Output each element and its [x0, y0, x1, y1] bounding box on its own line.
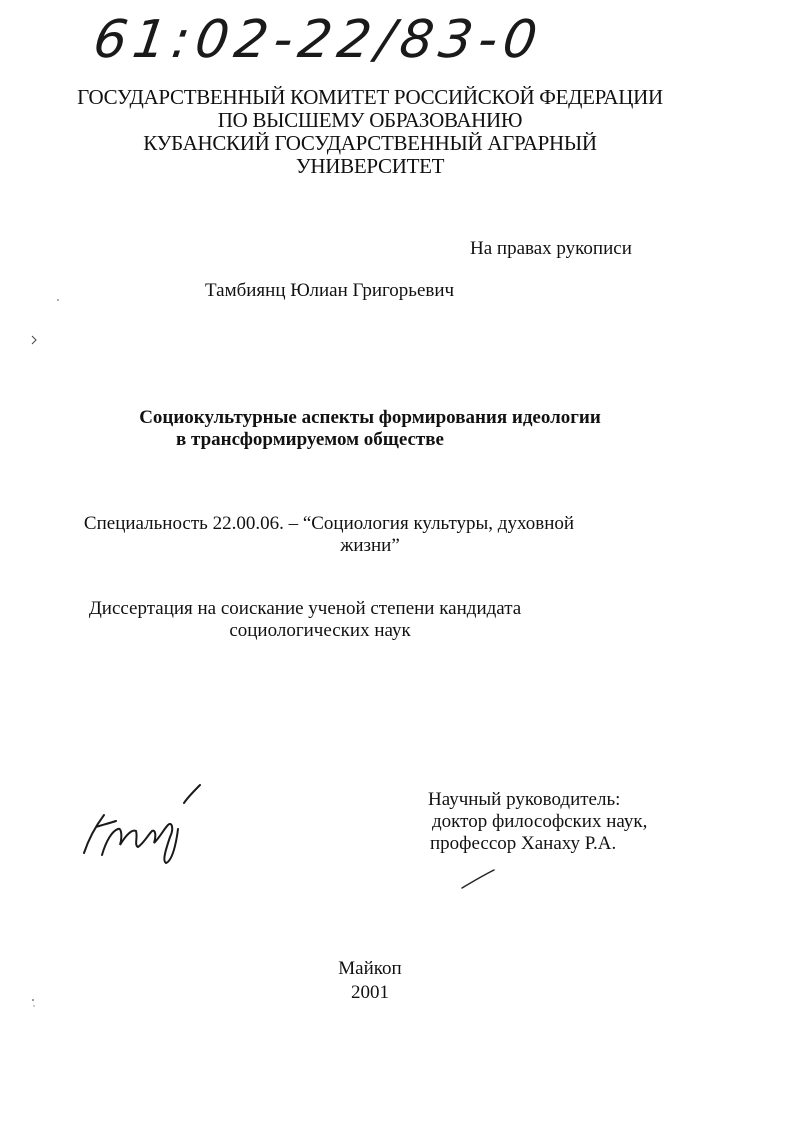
year: 2001: [351, 982, 389, 1003]
header-line-3: КУБАНСКИЙ ГОСУДАРСТВЕННЫЙ АГРАРНЫЙ: [143, 131, 597, 155]
dissertation-title: [100, 407, 660, 451]
advisor-label: Научный руководитель:: [428, 789, 621, 810]
city-and-year: [300, 957, 440, 1005]
handwritten-catalog-number-text: 61:02-22/83-0: [89, 10, 547, 70]
city-name: Майкоп: [338, 958, 402, 979]
author-name: Тамбиянц Юлиан Григорьевич: [205, 280, 455, 301]
pen-stroke-mark: [458, 868, 498, 892]
advisor-name: профессор Ханаху Р.А.: [430, 833, 617, 854]
specialty-line-1: Специальность 22.00.06. – “Социология культуры, духовной: [83, 513, 575, 534]
header-line-2: ПО ВЫСШЕМУ ОБРАЗОВАНИЮ: [217, 108, 523, 132]
header-line-1: ГОСУДАРСТВЕННЫЙ КОМИТЕТ РОССИЙСКОЙ ФЕДЕРАЦИИ: [77, 85, 663, 109]
scientific-advisor: [428, 789, 647, 855]
header-line-4: УНИВЕРСИТЕТ: [295, 154, 445, 178]
institution-header: [60, 86, 680, 178]
specialty-line-2: жизни”: [340, 535, 400, 556]
title-line-2: в трансформируемом обществе: [176, 429, 444, 450]
specialty-block: [83, 513, 660, 557]
title-line-1: Социокультурные аспекты формирования идеологии: [139, 407, 601, 428]
dissertation-line-1: Диссертация на соискание ученой степени кандидата: [88, 598, 522, 619]
handwritten-signature: [76, 765, 216, 875]
manuscript-rights-note: На правах рукописи: [470, 238, 632, 259]
advisor-degree: доктор философских наук,: [432, 811, 648, 832]
dissertation-line-2: социологических наук: [229, 620, 411, 641]
handwritten-catalog-number: [82, 4, 602, 84]
dissertation-degree-block: [88, 598, 680, 642]
